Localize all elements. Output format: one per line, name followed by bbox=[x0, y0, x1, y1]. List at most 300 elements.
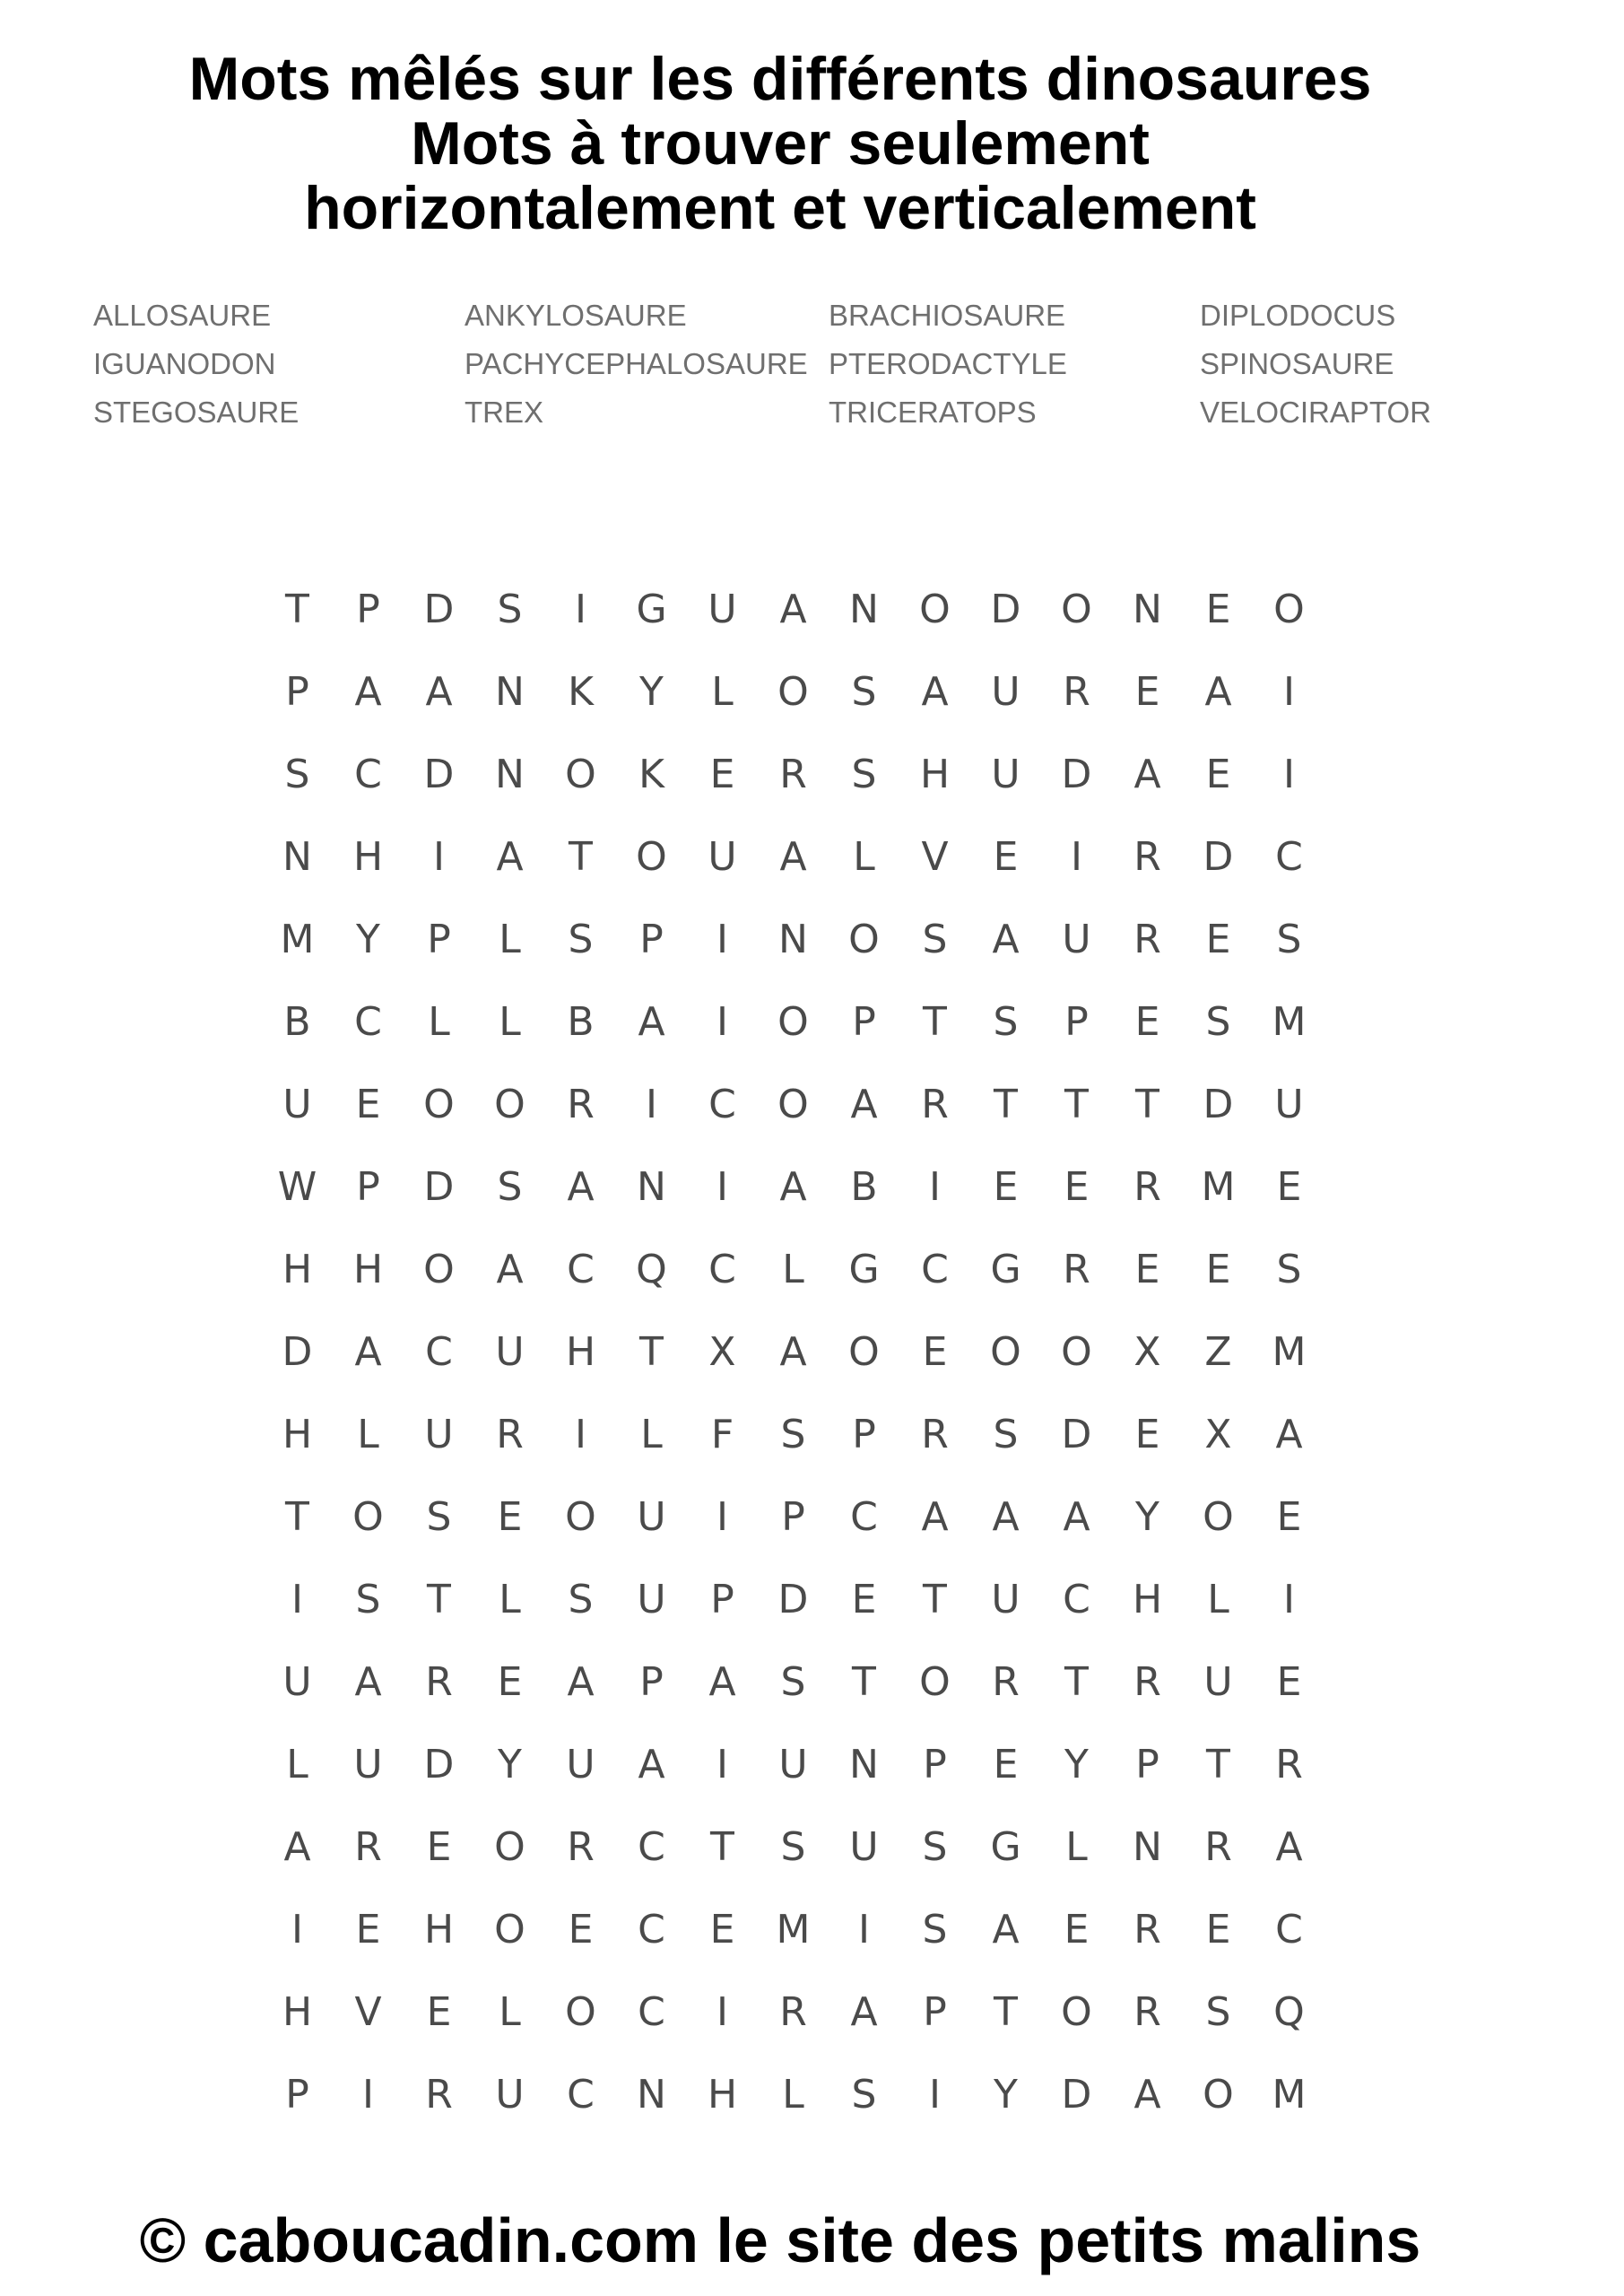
grid-cell[interactable]: E bbox=[1064, 1907, 1090, 1952]
grid-cell[interactable]: U bbox=[1203, 1659, 1233, 1705]
grid-cell[interactable]: A bbox=[638, 999, 665, 1045]
grid-cell[interactable]: T bbox=[923, 1577, 947, 1622]
grid-cell[interactable]: R bbox=[354, 1824, 382, 1870]
grid-cell[interactable]: U bbox=[991, 1577, 1020, 1622]
grid-cell[interactable]: S bbox=[355, 1577, 381, 1622]
grid-cell[interactable]: H bbox=[423, 1907, 455, 1952]
grid-cell[interactable]: D bbox=[282, 1329, 313, 1375]
grid-cell[interactable]: R bbox=[1275, 1742, 1303, 1787]
grid-cell[interactable]: I bbox=[716, 1989, 728, 2035]
grid-cell[interactable]: N bbox=[1133, 587, 1162, 632]
grid-cell[interactable]: A bbox=[354, 1659, 382, 1705]
grid-row bbox=[262, 1394, 1338, 1476]
grid-cell[interactable]: O bbox=[1203, 1494, 1234, 1540]
grid-cell[interactable]: N bbox=[495, 669, 525, 715]
grid-cell[interactable]: S bbox=[922, 1824, 948, 1870]
grid-cell[interactable]: U bbox=[637, 1494, 666, 1540]
grid-cell[interactable]: P bbox=[1064, 999, 1089, 1045]
grid-cell[interactable]: S bbox=[993, 1412, 1019, 1457]
grid-cell[interactable]: E bbox=[497, 1494, 523, 1540]
grid-cell[interactable]: E bbox=[851, 1577, 877, 1622]
grid-cell[interactable]: T bbox=[639, 1329, 664, 1375]
grid-cell[interactable]: L bbox=[357, 1412, 379, 1457]
grid-cell[interactable]: E bbox=[1205, 752, 1231, 797]
grid-cell[interactable]: W bbox=[277, 1164, 317, 1210]
grid-cell[interactable]: R bbox=[1063, 1247, 1090, 1292]
grid-cell[interactable]: C bbox=[567, 1247, 595, 1292]
grid-cell[interactable]: A bbox=[1063, 1494, 1090, 1540]
grid-cell[interactable]: R bbox=[1133, 1907, 1161, 1952]
grid-row bbox=[262, 1971, 1338, 2054]
grid-cell[interactable]: E bbox=[993, 834, 1019, 880]
grid-cell[interactable]: Y bbox=[498, 1742, 522, 1787]
grid-cell[interactable]: S bbox=[284, 752, 310, 797]
grid-row bbox=[262, 1559, 1338, 1641]
grid-cell[interactable]: L bbox=[1065, 1824, 1088, 1870]
grid-cell[interactable]: G bbox=[636, 587, 667, 632]
grid-cell[interactable]: R bbox=[992, 1659, 1020, 1705]
grid-cell[interactable]: C bbox=[638, 1907, 665, 1952]
grid-cell[interactable]: E bbox=[1205, 1907, 1231, 1952]
grid-cell[interactable]: O bbox=[565, 1494, 596, 1540]
grid-cell[interactable]: R bbox=[567, 1082, 595, 1127]
grid-cell[interactable]: O bbox=[777, 999, 809, 1045]
grid-cell[interactable]: T bbox=[285, 1494, 309, 1540]
grid-cell[interactable]: U bbox=[566, 1742, 595, 1787]
grid-cell[interactable]: S bbox=[1276, 917, 1302, 962]
grid-cell[interactable]: C bbox=[425, 1329, 453, 1375]
grid-cell[interactable]: P bbox=[852, 1412, 876, 1457]
grid-cell[interactable]: A bbox=[921, 1494, 949, 1540]
grid-cell[interactable]: T bbox=[285, 587, 309, 632]
grid-cell[interactable]: N bbox=[282, 834, 312, 880]
grid-cell[interactable]: O bbox=[777, 669, 809, 715]
grid-cell[interactable]: P bbox=[710, 1577, 734, 1622]
grid-cell[interactable]: E bbox=[1064, 1164, 1090, 1210]
grid-cell[interactable]: O bbox=[1061, 587, 1092, 632]
grid-cell[interactable]: O bbox=[494, 1082, 525, 1127]
grid-cell[interactable]: N bbox=[849, 1742, 879, 1787]
grid-cell[interactable]: S bbox=[922, 1907, 948, 1952]
grid-cell[interactable]: A bbox=[1133, 752, 1161, 797]
grid-cell[interactable]: T bbox=[710, 1824, 734, 1870]
grid-cell[interactable]: A bbox=[779, 1329, 807, 1375]
grid-cell[interactable]: O bbox=[352, 1494, 384, 1540]
grid-cell[interactable]: B bbox=[283, 999, 311, 1045]
grid-cell[interactable]: S bbox=[1205, 1989, 1231, 2035]
grid-cell[interactable]: D bbox=[423, 587, 455, 632]
grid-row bbox=[262, 1476, 1338, 1559]
grid-cell[interactable]: T bbox=[852, 1659, 876, 1705]
grid-cell[interactable]: E bbox=[993, 1164, 1019, 1210]
grid-cell[interactable]: E bbox=[1134, 1412, 1160, 1457]
grid-cell[interactable]: O bbox=[423, 1082, 455, 1127]
grid-cell[interactable]: O bbox=[565, 752, 596, 797]
grid-cell[interactable]: A bbox=[354, 669, 382, 715]
grid-cell[interactable]: L bbox=[428, 999, 450, 1045]
grid-cell[interactable]: C bbox=[921, 1247, 949, 1292]
grid-cell[interactable]: H bbox=[352, 834, 384, 880]
grid-cell[interactable]: E bbox=[709, 1907, 735, 1952]
grid-cell[interactable]: U bbox=[991, 669, 1020, 715]
grid-cell[interactable]: E bbox=[426, 1989, 452, 2035]
grid-cell[interactable]: A bbox=[779, 1164, 807, 1210]
grid-cell[interactable]: E bbox=[709, 752, 735, 797]
grid-cell[interactable]: A bbox=[992, 1494, 1020, 1540]
grid-cell[interactable]: A bbox=[283, 1824, 311, 1870]
grid-cell[interactable]: D bbox=[1203, 1082, 1234, 1127]
grid-cell[interactable]: C bbox=[354, 999, 382, 1045]
grid-cell[interactable]: R bbox=[1133, 917, 1161, 962]
grid-cell[interactable]: E bbox=[1276, 1494, 1302, 1540]
grid-cell[interactable]: X bbox=[1204, 1412, 1232, 1457]
grid-cell[interactable]: R bbox=[1204, 1824, 1232, 1870]
grid-cell[interactable]: L bbox=[782, 2072, 804, 2118]
grid-cell[interactable]: P bbox=[781, 1494, 805, 1540]
grid-cell[interactable]: U bbox=[424, 1412, 454, 1457]
grid-cell[interactable]: I bbox=[1283, 752, 1295, 797]
grid-cell[interactable]: A bbox=[496, 1247, 524, 1292]
grid-cell[interactable]: D bbox=[423, 752, 455, 797]
grid-cell[interactable]: C bbox=[708, 1082, 736, 1127]
grid-cell[interactable]: N bbox=[849, 587, 879, 632]
grid-cell[interactable]: I bbox=[1071, 834, 1082, 880]
grid-cell[interactable]: E bbox=[1276, 1659, 1302, 1705]
grid-cell[interactable]: H bbox=[282, 1989, 313, 2035]
grid-cell[interactable]: A bbox=[1133, 2072, 1161, 2118]
grid-cell[interactable]: O bbox=[777, 1082, 809, 1127]
grid-cell[interactable]: S bbox=[780, 1824, 806, 1870]
grid-cell[interactable]: P bbox=[639, 1659, 664, 1705]
grid-cell[interactable]: A bbox=[1275, 1824, 1303, 1870]
grid-cell[interactable]: I bbox=[716, 1494, 728, 1540]
grid-cell[interactable]: N bbox=[495, 752, 525, 797]
grid-cell[interactable]: A bbox=[921, 669, 949, 715]
grid-cell[interactable]: V bbox=[921, 834, 949, 880]
grid-cell[interactable]: O bbox=[1203, 2072, 1234, 2118]
grid-cell[interactable]: H bbox=[707, 2072, 738, 2118]
grid-cell[interactable]: S bbox=[568, 1577, 594, 1622]
grid-cell[interactable]: U bbox=[778, 1742, 808, 1787]
grid-cell[interactable]: E bbox=[568, 1907, 594, 1952]
grid-cell[interactable]: E bbox=[355, 1907, 381, 1952]
grid-cell[interactable]: C bbox=[354, 752, 382, 797]
grid-cell[interactable]: I bbox=[716, 917, 728, 962]
grid-cell[interactable]: R bbox=[1133, 1989, 1161, 2035]
grid-cell[interactable]: R bbox=[921, 1412, 949, 1457]
grid-cell[interactable]: H bbox=[565, 1329, 596, 1375]
grid-cell[interactable]: C bbox=[1275, 834, 1303, 880]
word-list-item: STEGOSAURE bbox=[93, 396, 300, 429]
grid-cell[interactable]: I bbox=[716, 1164, 728, 1210]
grid-cell[interactable]: A bbox=[850, 1989, 878, 2035]
grid-cell[interactable]: R bbox=[779, 752, 807, 797]
grid-cell[interactable]: M bbox=[776, 1907, 811, 1952]
grid-cell[interactable]: O bbox=[1061, 1329, 1092, 1375]
grid-cell[interactable]: H bbox=[919, 752, 951, 797]
grid-cell[interactable]: I bbox=[575, 587, 586, 632]
grid-cell[interactable]: E bbox=[1205, 917, 1231, 962]
grid-cell[interactable]: I bbox=[291, 1907, 303, 1952]
grid-cell[interactable]: E bbox=[355, 1082, 381, 1127]
grid-row bbox=[262, 899, 1338, 981]
grid-cell[interactable]: R bbox=[921, 1082, 949, 1127]
grid-cell[interactable]: X bbox=[1133, 1329, 1161, 1375]
grid-cell[interactable]: L bbox=[1207, 1577, 1229, 1622]
grid-cell[interactable]: E bbox=[1134, 669, 1160, 715]
word-list-item: ANKYLOSAURE bbox=[465, 299, 687, 332]
grid-cell[interactable]: U bbox=[991, 752, 1020, 797]
grid-cell[interactable]: S bbox=[851, 2072, 877, 2118]
grid-row bbox=[262, 1229, 1338, 1311]
grid-cell[interactable]: A bbox=[638, 1742, 665, 1787]
grid-cell[interactable]: Q bbox=[636, 1247, 667, 1292]
grid-cell[interactable]: R bbox=[1133, 1164, 1161, 1210]
grid-cell[interactable]: E bbox=[1276, 1164, 1302, 1210]
grid-cell[interactable]: Y bbox=[639, 669, 664, 715]
grid-cell[interactable]: O bbox=[919, 587, 951, 632]
grid-cell[interactable]: O bbox=[848, 917, 880, 962]
grid-cell[interactable]: U bbox=[495, 1329, 525, 1375]
grid-cell[interactable]: N bbox=[637, 2072, 666, 2118]
grid-cell[interactable]: A bbox=[1275, 1412, 1303, 1457]
grid-cell[interactable]: S bbox=[780, 1659, 806, 1705]
grid-cell[interactable]: R bbox=[1063, 669, 1090, 715]
grid-cell[interactable]: P bbox=[356, 1164, 380, 1210]
grid-cell[interactable]: G bbox=[990, 1824, 1021, 1870]
grid-cell[interactable]: S bbox=[1276, 1247, 1302, 1292]
grid-cell[interactable]: T bbox=[1135, 1082, 1159, 1127]
grid-cell[interactable]: I bbox=[362, 2072, 374, 2118]
grid-cell[interactable]: R bbox=[1133, 1659, 1161, 1705]
grid-cell[interactable]: A bbox=[992, 917, 1020, 962]
grid-cell[interactable]: U bbox=[1274, 1082, 1304, 1127]
grid-cell[interactable]: Y bbox=[1135, 1494, 1159, 1540]
grid-cell[interactable]: P bbox=[923, 1742, 947, 1787]
grid-cell[interactable]: L bbox=[499, 999, 521, 1045]
grid-cell[interactable]: P bbox=[852, 999, 876, 1045]
grid-cell[interactable]: D bbox=[1061, 1412, 1092, 1457]
grid-cell[interactable]: Y bbox=[356, 917, 380, 962]
grid-cell[interactable]: Y bbox=[1064, 1742, 1089, 1787]
grid-cell[interactable]: E bbox=[1205, 587, 1231, 632]
grid-cell[interactable]: S bbox=[851, 669, 877, 715]
grid-cell[interactable]: I bbox=[858, 1907, 870, 1952]
grid-cell[interactable]: M bbox=[1201, 1164, 1236, 1210]
grid-cell[interactable]: R bbox=[567, 1824, 595, 1870]
grid-cell[interactable]: R bbox=[1133, 834, 1161, 880]
grid-cell[interactable]: U bbox=[495, 2072, 525, 2118]
letter-grid bbox=[262, 569, 1338, 2136]
grid-cell[interactable]: S bbox=[780, 1412, 806, 1457]
grid-cell[interactable]: D bbox=[423, 1742, 455, 1787]
grid-cell[interactable]: R bbox=[425, 1659, 453, 1705]
grid-cell[interactable]: A bbox=[425, 669, 453, 715]
grid-cell[interactable]: L bbox=[640, 1412, 663, 1457]
grid-cell[interactable]: U bbox=[708, 587, 737, 632]
grid-cell[interactable]: N bbox=[637, 1164, 666, 1210]
grid-cell[interactable]: E bbox=[1205, 1247, 1231, 1292]
grid-cell[interactable]: N bbox=[1133, 1824, 1162, 1870]
grid-cell[interactable]: A bbox=[992, 1907, 1020, 1952]
grid-cell[interactable]: S bbox=[568, 917, 594, 962]
grid-cell[interactable]: U bbox=[282, 1082, 312, 1127]
grid-cell[interactable]: Z bbox=[1204, 1329, 1232, 1375]
grid-cell[interactable]: E bbox=[426, 1824, 452, 1870]
grid-cell[interactable]: N bbox=[778, 917, 808, 962]
grid-cell[interactable]: P bbox=[356, 587, 380, 632]
grid-cell[interactable]: Y bbox=[994, 2072, 1018, 2118]
grid-cell[interactable]: O bbox=[1061, 1989, 1092, 2035]
grid-cell[interactable]: S bbox=[497, 587, 523, 632]
grid-cell[interactable]: A bbox=[496, 834, 524, 880]
grid-cell[interactable]: S bbox=[426, 1494, 452, 1540]
grid-cell[interactable]: I bbox=[291, 1577, 303, 1622]
grid-cell[interactable]: L bbox=[711, 669, 734, 715]
grid-cell[interactable]: D bbox=[423, 1164, 455, 1210]
grid-cell[interactable]: S bbox=[993, 999, 1019, 1045]
grid-cell[interactable]: D bbox=[990, 587, 1021, 632]
grid-cell[interactable]: D bbox=[1061, 752, 1092, 797]
grid-cell[interactable]: S bbox=[1205, 999, 1231, 1045]
grid-cell[interactable]: L bbox=[853, 834, 875, 880]
grid-cell[interactable]: F bbox=[710, 1412, 734, 1457]
grid-cell[interactable]: S bbox=[497, 1164, 523, 1210]
grid-cell[interactable]: M bbox=[1272, 999, 1307, 1045]
grid-cell[interactable]: G bbox=[990, 1247, 1021, 1292]
grid-row bbox=[262, 651, 1338, 734]
grid-cell[interactable]: L bbox=[286, 1742, 308, 1787]
grid-cell[interactable]: P bbox=[639, 917, 664, 962]
grid-cell[interactable]: D bbox=[777, 1577, 809, 1622]
grid-cell[interactable]: I bbox=[1283, 669, 1295, 715]
grid-cell[interactable]: O bbox=[919, 1659, 951, 1705]
grid-cell[interactable]: E bbox=[1134, 999, 1160, 1045]
grid-cell[interactable]: K bbox=[568, 669, 594, 715]
grid-cell[interactable]: D bbox=[1203, 834, 1234, 880]
grid-cell[interactable]: A bbox=[708, 1659, 736, 1705]
grid-cell[interactable]: Q bbox=[1273, 1989, 1305, 2035]
grid-cell[interactable]: T bbox=[923, 999, 947, 1045]
grid-cell[interactable]: L bbox=[499, 1577, 521, 1622]
grid-cell[interactable]: O bbox=[423, 1247, 455, 1292]
grid-cell[interactable]: E bbox=[497, 1659, 523, 1705]
grid-cell[interactable]: H bbox=[1132, 1577, 1163, 1622]
grid-cell[interactable]: T bbox=[1064, 1082, 1089, 1127]
grid-cell[interactable]: C bbox=[638, 1824, 665, 1870]
grid-cell[interactable]: P bbox=[923, 1989, 947, 2035]
grid-cell[interactable]: R bbox=[779, 1989, 807, 2035]
grid-cell[interactable]: B bbox=[567, 999, 595, 1045]
grid-cell[interactable]: O bbox=[848, 1329, 880, 1375]
grid-cell[interactable]: C bbox=[708, 1247, 736, 1292]
grid-cell[interactable]: I bbox=[1283, 1577, 1295, 1622]
grid-cell[interactable]: I bbox=[433, 834, 445, 880]
grid-cell[interactable]: M bbox=[1272, 2072, 1307, 2118]
grid-cell[interactable]: H bbox=[352, 1247, 384, 1292]
grid-cell[interactable]: I bbox=[575, 1412, 586, 1457]
grid-cell[interactable]: O bbox=[565, 1989, 596, 2035]
grid-cell[interactable]: C bbox=[567, 2072, 595, 2118]
grid-row bbox=[262, 1806, 1338, 1889]
grid-cell[interactable]: U bbox=[637, 1577, 666, 1622]
grid-cell[interactable]: A bbox=[354, 1329, 382, 1375]
grid-cell[interactable]: T bbox=[427, 1577, 451, 1622]
grid-cell[interactable]: P bbox=[285, 2072, 309, 2118]
grid-cell[interactable]: X bbox=[708, 1329, 736, 1375]
grid-cell[interactable]: O bbox=[494, 1907, 525, 1952]
grid-cell[interactable]: I bbox=[646, 1082, 657, 1127]
grid-cell[interactable]: C bbox=[850, 1494, 878, 1540]
grid-cell[interactable]: E bbox=[922, 1329, 948, 1375]
grid-cell[interactable]: L bbox=[499, 917, 521, 962]
grid-cell[interactable]: O bbox=[636, 834, 667, 880]
grid-cell[interactable]: H bbox=[282, 1247, 313, 1292]
grid-cell[interactable]: A bbox=[779, 834, 807, 880]
grid-cell[interactable]: U bbox=[353, 1742, 383, 1787]
grid-cell[interactable]: D bbox=[1061, 2072, 1092, 2118]
grid-cell[interactable]: C bbox=[1275, 1907, 1303, 1952]
grid-cell[interactable]: R bbox=[425, 2072, 453, 2118]
grid-cell[interactable]: I bbox=[716, 999, 728, 1045]
grid-cell[interactable]: P bbox=[285, 669, 309, 715]
grid-cell[interactable]: B bbox=[850, 1164, 878, 1210]
grid-cell[interactable]: K bbox=[638, 752, 664, 797]
grid-cell[interactable]: C bbox=[1063, 1577, 1090, 1622]
grid-cell[interactable]: A bbox=[567, 1659, 595, 1705]
grid-cell[interactable]: U bbox=[849, 1824, 879, 1870]
grid-cell[interactable]: A bbox=[567, 1164, 595, 1210]
grid-cell[interactable]: L bbox=[782, 1247, 804, 1292]
grid-cell[interactable]: G bbox=[848, 1247, 880, 1292]
grid-cell[interactable]: S bbox=[851, 752, 877, 797]
grid-cell[interactable]: C bbox=[638, 1989, 665, 2035]
grid-cell[interactable]: I bbox=[929, 2072, 941, 2118]
grid-cell[interactable]: U bbox=[1062, 917, 1091, 962]
grid-cell[interactable]: A bbox=[779, 587, 807, 632]
grid-cell[interactable]: T bbox=[1206, 1742, 1230, 1787]
grid-cell[interactable]: R bbox=[496, 1412, 524, 1457]
grid-cell[interactable]: A bbox=[850, 1082, 878, 1127]
grid-cell[interactable]: T bbox=[994, 1082, 1018, 1127]
grid-cell[interactable]: O bbox=[990, 1329, 1021, 1375]
grid-cell[interactable]: P bbox=[1135, 1742, 1159, 1787]
grid-cell[interactable]: L bbox=[499, 1989, 521, 2035]
word-list bbox=[93, 291, 1528, 437]
grid-cell[interactable]: E bbox=[993, 1742, 1019, 1787]
page-title bbox=[0, 47, 1560, 240]
grid-cell[interactable]: U bbox=[282, 1659, 312, 1705]
grid-cell[interactable]: O bbox=[494, 1824, 525, 1870]
grid-cell[interactable]: M bbox=[280, 917, 315, 962]
grid-cell[interactable]: M bbox=[1272, 1329, 1307, 1375]
grid-cell[interactable]: T bbox=[569, 834, 593, 880]
grid-cell[interactable]: T bbox=[994, 1989, 1018, 2035]
grid-cell[interactable]: E bbox=[1134, 1247, 1160, 1292]
grid-cell[interactable]: H bbox=[282, 1412, 313, 1457]
footer-credit: © caboucadin.com le site des petits malins bbox=[139, 2205, 1421, 2275]
grid-cell[interactable]: V bbox=[354, 1989, 382, 2035]
grid-cell[interactable]: O bbox=[1273, 587, 1305, 632]
grid-cell[interactable]: I bbox=[716, 1742, 728, 1787]
grid-cell[interactable]: P bbox=[427, 917, 451, 962]
grid-cell[interactable]: S bbox=[922, 917, 948, 962]
grid-cell[interactable]: A bbox=[1204, 669, 1232, 715]
grid-cell[interactable]: I bbox=[929, 1164, 941, 1210]
grid-cell[interactable]: U bbox=[708, 834, 737, 880]
word-list-item: IGUANODON bbox=[93, 347, 276, 380]
grid-cell[interactable]: T bbox=[1064, 1659, 1089, 1705]
